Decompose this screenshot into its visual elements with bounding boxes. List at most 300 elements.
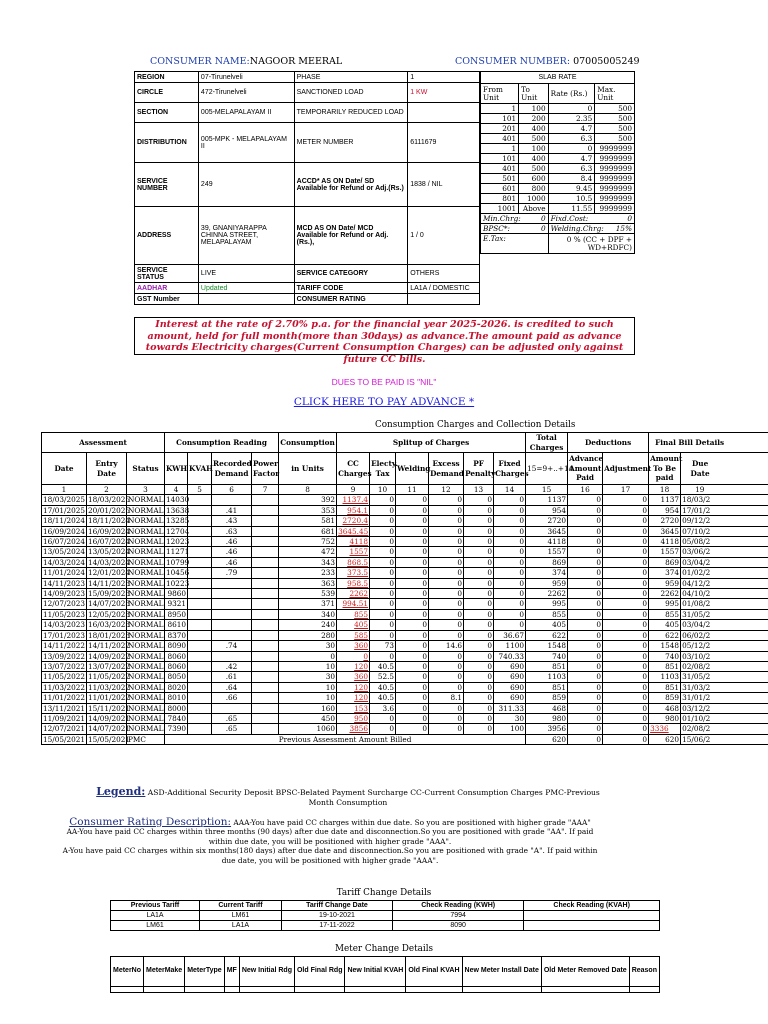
cell-amount-paid: 954 [649, 505, 681, 515]
slab-cell: 9999999 [595, 194, 635, 204]
etax-value: 0 % (CC + DPF + WD+RDFC) [548, 234, 634, 254]
cell-adjustment: 0 [603, 609, 649, 619]
slab-cell: 600 [519, 174, 548, 184]
cell-welding: 0 [396, 620, 429, 630]
slab-cell: 801 [481, 194, 519, 204]
slab-cell: 401 [481, 134, 519, 144]
cell-total: 2262 [526, 589, 568, 599]
cell-fixed-charges: 0 [494, 599, 526, 609]
cell-elec-tax: 0 [370, 589, 396, 599]
cell-power-factor [252, 516, 279, 526]
table-row [42, 557, 768, 567]
cell-welding: 0 [396, 537, 429, 547]
cell-pf-penalty: 0 [464, 505, 494, 515]
th-status: Status [127, 453, 165, 485]
cell-total: 851 [526, 682, 568, 692]
cell-welding: 0 [396, 568, 429, 578]
slab-rate-table [480, 71, 635, 254]
cell-power-factor [252, 505, 279, 515]
slab-cell: 2.35 [548, 114, 595, 124]
cell-recorded-demand: .41 [212, 505, 252, 515]
sanctioned-load-label: SANCTIONED LOAD [294, 83, 408, 103]
cell-due-date: 07/10/2 [681, 526, 768, 536]
cell-power-factor [252, 682, 279, 692]
cell-entry-date: 14/07/2021 [88, 724, 131, 734]
tariff-header: Check Reading (KWH) [392, 901, 523, 911]
cell-date: 14/03/2023 [43, 620, 86, 630]
cell-amount-paid: 4118 [649, 537, 681, 547]
cell-advance: 0 [568, 734, 603, 744]
cell-welding: 0 [396, 672, 429, 682]
distribution-value: 005-MPK - MELAPALAYAM II [198, 123, 294, 163]
table-row [42, 495, 768, 505]
cell-recorded-demand [212, 620, 252, 630]
rating-line-1: AAA-You have paid CC charges within due date. So you are positioned with higher grade "AAA" [233, 818, 591, 827]
bpsc-label: BPSC*: [483, 224, 510, 233]
cell-cc-charges [337, 651, 370, 661]
cc-charges-link[interactable]: 360 [354, 641, 369, 651]
cell-total: 959 [526, 578, 568, 588]
cell-power-factor [252, 703, 279, 713]
cell-due-date: 31/03/2 [681, 682, 768, 692]
cell-kvah [188, 651, 212, 661]
cell-due-date: 31/05/2 [681, 672, 768, 682]
cell-adjustment: 0 [603, 651, 649, 661]
cell-excess-demand: 0 [429, 651, 464, 661]
cell-units: 10 [279, 682, 337, 692]
cell-elec-tax: 40.5 [370, 693, 396, 703]
table-row [42, 609, 768, 619]
tariff-cell: LM61 [200, 911, 282, 921]
cell-status: NORMAL [128, 495, 164, 505]
cc-charges-link[interactable]: 4118 [349, 537, 369, 547]
cell-cc-charges [337, 578, 370, 588]
cell-kvah [188, 641, 212, 651]
cell-date: 13/09/2022 [43, 651, 86, 661]
slab-title: SLAB RATE [481, 72, 635, 84]
cell-kvah [188, 693, 212, 703]
cell-status: NORMAL [128, 713, 164, 723]
circle-value: 472-Tirunelveli [198, 83, 294, 103]
cell-recorded-demand [212, 578, 252, 588]
table-row [42, 682, 768, 692]
cell-adjustment: 0 [603, 630, 649, 640]
cell-advance: 0 [568, 641, 603, 651]
cell-kwh: 13638 [166, 505, 190, 515]
cell-kwh: 8950 [165, 609, 188, 619]
cell-excess-demand: 0 [429, 672, 464, 682]
cell-previous-text: Previous Assessment Amount Billed [165, 734, 526, 744]
cell-amount-paid: 959 [649, 578, 681, 588]
circle-label: CIRCLE [135, 83, 199, 103]
th-advance: Advance Amount Paid [568, 453, 603, 485]
cell-units: 160 [279, 703, 337, 713]
slab-cell: 200 [519, 114, 548, 124]
cell-welding: 0 [396, 641, 429, 651]
slab-cell: 601 [481, 184, 519, 194]
cc-charges-link[interactable]: 3856 [349, 724, 369, 734]
cell-excess-demand: 0 [429, 703, 464, 713]
cell-units: 392 [279, 495, 337, 505]
cell-date: 11/05/2022 [43, 672, 86, 682]
cell-total: 1557 [526, 547, 568, 557]
cell-welding: 0 [396, 578, 429, 588]
phase-label: PHASE [294, 72, 408, 83]
cell-amount-paid: 851 [649, 682, 681, 692]
cc-charges-link[interactable]: 855 [354, 609, 369, 619]
cc-charges-link[interactable]: 153 [354, 703, 369, 713]
cell-total: 620 [526, 734, 568, 744]
cell-date: 17/01/2025 [43, 505, 86, 515]
cc-charges-link[interactable]: 2720.4 [342, 516, 369, 526]
cc-charges-link[interactable]: 868.5 [347, 557, 369, 567]
column-number: 6 [212, 485, 252, 495]
slab-cell: 500 [519, 134, 548, 144]
amount-paid-link[interactable]: 3336 [650, 724, 669, 734]
cell-welding: 0 [396, 557, 429, 567]
cc-charges-link[interactable]: 585 [354, 630, 369, 640]
reduced-load-label: TEMPORARILY REDUCED LOAD [294, 103, 408, 123]
consumer-name-line [150, 56, 342, 67]
cell-entry-date: 14/07/2023 [88, 599, 131, 609]
cell-due-date: 03/10/2 [681, 651, 768, 661]
cc-charges-link[interactable]: 2262 [349, 589, 369, 599]
cell-amount-paid: 374 [649, 568, 681, 578]
th-due-date [681, 453, 768, 485]
tariff-cell: LA1A [111, 911, 200, 921]
cell-power-factor [252, 589, 279, 599]
slab-cell: 4.7 [548, 124, 595, 134]
cell-power-factor [252, 713, 279, 723]
tariff-header: Previous Tariff [111, 901, 200, 911]
cell-amount-paid: 995 [649, 599, 681, 609]
pay-advance-link[interactable]: CLICK HERE TO PAY ADVANCE * [293, 396, 475, 408]
cell-date: 16/07/2024 [43, 537, 86, 547]
table-row [42, 651, 768, 661]
cell-pf-penalty: 0 [464, 693, 494, 703]
slab-header-from: From Unit [481, 84, 519, 104]
cell-amount-paid: 468 [649, 703, 681, 713]
cell-total: 980 [526, 713, 568, 723]
address-label: ADDRESS [135, 207, 199, 265]
cell-kvah [188, 568, 212, 578]
cell-status: NORMAL [128, 547, 164, 557]
cell-amount-paid: 1137 [649, 495, 681, 505]
etax-label: E.Tax: [481, 234, 549, 254]
slab-cell: 9999999 [595, 164, 635, 174]
cell-kwh: 14030 [166, 495, 190, 505]
cc-charges-link[interactable]: 1137.4 [342, 495, 369, 505]
cell-elec-tax: 52.5 [370, 672, 396, 682]
slab-cell: 9999999 [595, 204, 635, 214]
cell-kwh: 11271 [166, 547, 190, 557]
slab-cell: 1001 [481, 204, 519, 214]
cell-amount-paid: 740 [649, 651, 681, 661]
cell-due-date: 15/06/2 [681, 734, 768, 744]
cell-kwh: 8010 [165, 693, 188, 703]
cell-amount-paid: 1103 [649, 672, 681, 682]
th-welding: Welding [396, 453, 429, 485]
cell-excess-demand: 0 [429, 578, 464, 588]
cell-entry-date: 15/11/2021 [88, 703, 131, 713]
cell-recorded-demand: .61 [212, 672, 252, 682]
cell-due-date: 31/01/2 [681, 693, 768, 703]
cell-excess-demand: 0 [429, 568, 464, 578]
cell-cc-charges [337, 724, 370, 734]
accd-label: ACCD* AS ON Date/ SD Available for Refund or Adj.(Rs.) [294, 163, 408, 207]
cell-fixed-charges: 0 [494, 516, 526, 526]
cc-charges-link[interactable]: 360 [354, 672, 369, 682]
cell-entry-date: 14/11/2022 [88, 641, 131, 651]
cell-fixed-charges: 690 [494, 693, 526, 703]
cell-elec-tax: 0 [370, 526, 396, 536]
cell-due-date: 05/12/2 [681, 641, 768, 651]
cell-recorded-demand [212, 589, 252, 599]
th-kwh: KWH [165, 453, 188, 485]
gst-value [198, 294, 294, 305]
service-category-label: SERVICE CATEGORY [294, 265, 408, 283]
table-row [42, 526, 768, 536]
cell-date: 16/09/2024 [43, 526, 86, 536]
cell-entry-date: 13/05/2024 [88, 547, 131, 557]
cell-entry-date: 16/07/2024 [88, 537, 131, 547]
cell-advance: 0 [568, 630, 603, 640]
section-label: SECTION [135, 103, 199, 123]
cell-recorded-demand: .46 [212, 557, 252, 567]
phase-value: 1 [408, 72, 480, 83]
cell-advance: 0 [568, 713, 603, 723]
cell-fixed-charges: 0 [494, 620, 526, 630]
cell-date: 13/11/2021 [43, 703, 86, 713]
cell-adjustment: 0 [603, 537, 649, 547]
cell-status: NORMAL [128, 505, 164, 515]
cell-status: NORMAL [128, 609, 164, 619]
cc-charges-link[interactable]: 954.1 [347, 505, 369, 515]
cell-cc-charges [337, 557, 370, 567]
cell-adjustment: 0 [603, 672, 649, 682]
cell-recorded-demand: .46 [212, 547, 252, 557]
cc-charges-link[interactable]: 994.51 [342, 599, 369, 609]
reduced-load-value [408, 103, 480, 123]
cell-pf-penalty: 0 [464, 630, 494, 640]
cell-elec-tax: 0 [370, 609, 396, 619]
cell-date: 13/05/2024 [43, 547, 86, 557]
slab-row [481, 204, 635, 214]
cell-cc-charges [337, 620, 370, 630]
sanctioned-load-value: 1 KW [408, 83, 480, 103]
cc-charges-link[interactable]: 1557 [349, 547, 369, 557]
cc-charges-link[interactable]: 0 [363, 651, 369, 661]
cell-adjustment: 0 [603, 661, 649, 671]
cell-pf-penalty: 0 [464, 589, 494, 599]
cell-elec-tax: 73 [370, 641, 396, 651]
aadhar-value: Updated [198, 283, 294, 294]
cc-charges-link[interactable]: 120 [354, 661, 369, 671]
cell-status: NORMAL [128, 589, 164, 599]
cell-fixed-charges: 30 [494, 713, 526, 723]
cell-kvah [188, 599, 212, 609]
cell-amount-paid: 2720 [649, 516, 681, 526]
cell-kvah [188, 505, 212, 515]
cell-total: 995 [526, 599, 568, 609]
cell-total: 851 [526, 661, 568, 671]
column-number: 12 [429, 485, 464, 495]
cell-elec-tax: 0 [370, 568, 396, 578]
slab-row [481, 194, 635, 204]
cell-excess-demand: 0 [429, 557, 464, 567]
cell-entry-date: 18/11/2024 [88, 516, 131, 526]
cell-entry-date: 11/05/2022 [88, 672, 131, 682]
cell-units: 472 [279, 547, 337, 557]
cell-advance: 0 [568, 651, 603, 661]
cell-entry-date: 14/11/2023 [88, 578, 131, 588]
cell-entry-date: 12/05/2023 [88, 609, 131, 619]
th-in-units: in Units [279, 453, 337, 485]
mcd-value: 1 / 0 [408, 207, 480, 265]
cell-date: 14/03/2024 [43, 557, 86, 567]
cc-charges-link[interactable]: 373.5 [347, 568, 369, 578]
region-label: REGION [135, 72, 199, 83]
th-elec-tax: Electy. Tax [370, 453, 396, 485]
cell-power-factor [252, 578, 279, 588]
cell-advance: 0 [568, 672, 603, 682]
cell-due-date: 03/12/2 [681, 703, 768, 713]
cell-recorded-demand: .64 [212, 682, 252, 692]
cell-power-factor [252, 547, 279, 557]
cell-pf-penalty: 0 [464, 641, 494, 651]
cell-power-factor [252, 641, 279, 651]
meter-header: Old Final KVAH [406, 957, 462, 987]
slab-header-to: To Unit [519, 84, 548, 104]
cell-date: 11/03/2022 [43, 682, 86, 692]
cell-welding: 0 [396, 630, 429, 640]
column-number: 5 [188, 485, 212, 495]
slab-cell: 6.3 [548, 164, 595, 174]
table-row [42, 578, 768, 588]
cell-welding: 0 [396, 713, 429, 723]
cell-total: 2720 [526, 516, 568, 526]
table-row-pmc [42, 734, 768, 744]
slab-cell: 500 [519, 164, 548, 174]
cell-due-date: 17/01/2 [681, 505, 768, 515]
cell-status: NORMAL [128, 661, 164, 671]
cell-elec-tax: 0 [370, 516, 396, 526]
cell-fixed-charges: 0 [494, 578, 526, 588]
cell-total: 3956 [526, 724, 568, 734]
cell-excess-demand: 0 [429, 547, 464, 557]
service-number-label: SERVICE NUMBER [135, 163, 199, 207]
slab-cell: 401 [481, 164, 519, 174]
consumer-number-line [455, 56, 640, 67]
cell-excess-demand: 0 [429, 661, 464, 671]
cell-status: NORMAL [128, 537, 164, 547]
cell-adjustment: 0 [603, 505, 649, 515]
cell-welding: 0 [396, 516, 429, 526]
cell-cc-charges [337, 672, 370, 682]
cc-charges-link[interactable]: 405 [354, 620, 369, 630]
slab-cell: 6.3 [548, 134, 595, 144]
tariff-header: Tariff Change Date [281, 901, 392, 911]
cell-recorded-demand: .79 [212, 568, 252, 578]
cc-charges-link[interactable]: 958.5 [347, 578, 369, 588]
cell-amount-paid: 1557 [649, 547, 681, 557]
column-number: 10 [370, 485, 396, 495]
cell-advance: 0 [568, 557, 603, 567]
cell-entry-date: 11/01/2022 [88, 693, 131, 703]
cell-amount-paid: 2262 [649, 589, 681, 599]
cell-elec-tax: 0 [370, 505, 396, 515]
column-number: 16 [568, 485, 603, 495]
cc-charges-link[interactable]: 3645.45 [338, 526, 369, 536]
meter-header: New Initial KVAH [345, 957, 406, 987]
cell-power-factor [252, 724, 279, 734]
cell-recorded-demand [212, 495, 252, 505]
cell-welding: 0 [396, 526, 429, 536]
cell-advance: 0 [568, 505, 603, 515]
cell-advance: 0 [568, 609, 603, 619]
tariff-cell [524, 911, 660, 921]
cell-units: 353 [279, 505, 337, 515]
cell-elec-tax: 0 [370, 547, 396, 557]
cell-kwh: 13285 [166, 516, 190, 526]
cell-cc-charges [337, 713, 370, 723]
cell-date: 11/01/2024 [43, 568, 86, 578]
consumer-number: 07005005249 [573, 56, 640, 67]
cell-cc-charges [337, 703, 370, 713]
cell-advance: 0 [568, 661, 603, 671]
cc-charges-link[interactable]: 950 [354, 713, 369, 723]
slab-cell: 400 [519, 154, 548, 164]
cell-due-date: 04/12/2 [681, 578, 768, 588]
table-row [42, 630, 768, 640]
tariff-cell: LM61 [111, 921, 200, 931]
cell-adjustment: 0 [603, 516, 649, 526]
cell-excess-demand: 0 [429, 630, 464, 640]
cell-kvah [188, 609, 212, 619]
cell-amount-paid: 622 [649, 630, 681, 640]
cell-pf-penalty: 0 [464, 568, 494, 578]
cell-welding: 0 [396, 505, 429, 515]
rating-title: Consumer Rating Description: [69, 816, 232, 828]
cell-entry-date: 14/03/2024 [88, 557, 131, 567]
slab-cell: 100 [519, 104, 548, 114]
cell-adjustment: 0 [603, 557, 649, 567]
gst-label: GST Number [135, 294, 199, 305]
interest-notice: Interest at the rate of 2.70% p.a. for the financial year 2025-2026. is credited to such amount, held for full month(more than 30days) as advance.The amount paid as advance towards Electricity charges(Current Consumption Charges) can be adjusted only against future CC bills. [134, 317, 635, 355]
cell-kvah [188, 589, 212, 599]
cell-excess-demand: 0 [429, 682, 464, 692]
column-number: 1 [42, 485, 87, 495]
cc-charges-link[interactable]: 120 [354, 693, 369, 703]
cell-status: NORMAL [128, 693, 164, 703]
cell-kwh: 10799 [166, 557, 190, 567]
cell-units: 450 [279, 713, 337, 723]
cell-power-factor [252, 630, 279, 640]
cell-kvah [188, 516, 212, 526]
slab-row [481, 114, 635, 124]
service-status-label: SERVICE STATUS [135, 265, 199, 283]
cell-fixed-charges: 0 [494, 568, 526, 578]
cell-due-date: 03/04/2 [681, 557, 768, 567]
cell-adjustment: 0 [603, 693, 649, 703]
table-row [42, 693, 768, 703]
tariff-code-value: LA1A / DOMESTIC [408, 283, 480, 294]
cell-entry-date: 16/09/2024 [88, 526, 131, 536]
cell-elec-tax: 0 [370, 620, 396, 630]
table-row [42, 703, 768, 713]
cc-charges-link[interactable]: 120 [354, 682, 369, 692]
table-row [42, 505, 768, 515]
